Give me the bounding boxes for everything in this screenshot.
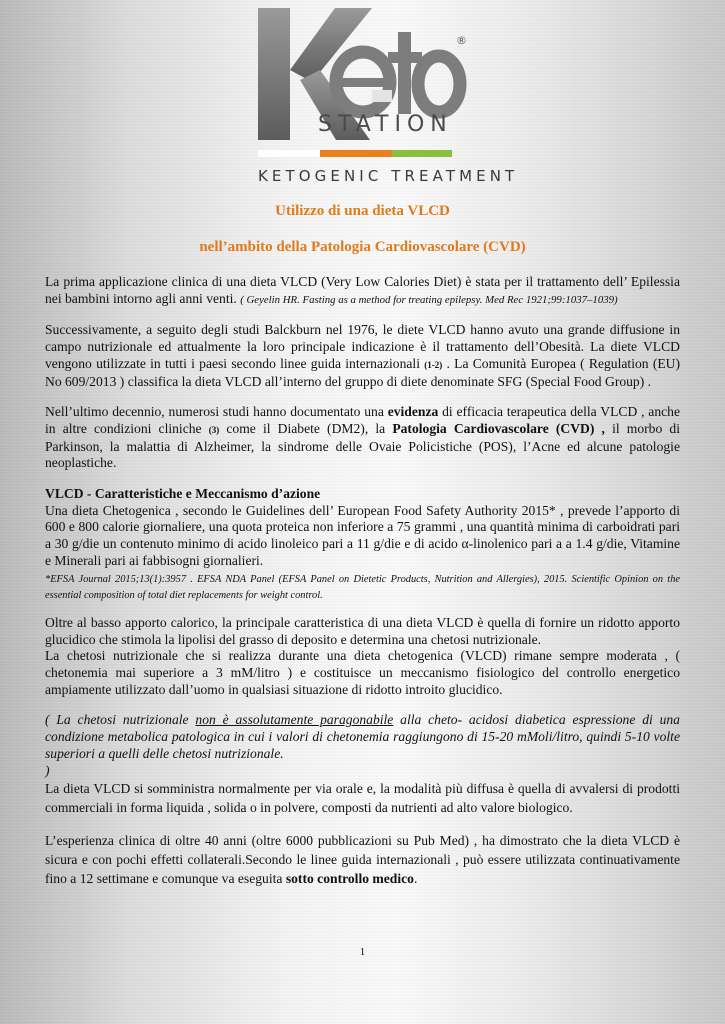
paragraph-3: Nell’ultimo decennio, numerosi studi hanno documentato una evidenza di efficacia terapeutica della VLCD , anche in altre condizioni cliniche (3) come il Diabete (DM2), la Patologia Cardiovascolare (CVD) , il morbo di Parkinson, la malattia di Alzheimer, la sindrome delle Ovaie Policistiche (POS), l’Acne ed alcune patologie neoplastiche. [45,404,680,471]
reference-geyelin: ( Geyelin HR. Fasting as a method for treating epilepsy. Med Rec 1921;99:1037–1039) [240,293,618,306]
document-body [45,274,680,902]
logo-bar-green [392,150,452,157]
paragraph-2: Successivamente, a seguito degli studi Balckburn nel 1976, le diete VLCD hanno avuto una grande diffusione in campo nutrizionale ed attualmente la loro principale indicazione è il trattamento dell’Obesità. La diete VLCD vengono utilizzate in tutti i paesi secondo linee guida internazionali (1-2) . La Comunità Europea ( Regulation (EU) No 609/2013 ) classifica la dieta VLCD all’interno del gruppo di diete denominate SFG (Special Food Group) . [45,322,680,389]
logo-station-text: STATION [318,112,453,137]
keto-station-logo [0,0,725,200]
citation-3: (3) [208,424,220,435]
paragraph-5: Oltre al basso apporto calorico, la principale caratteristica di una dieta VLCD è quella di fornire un ridotto apporto glucidico che stimola la lipolisi del grasso di deposito e determina una chetosi nutrizionale. La chetosi nutrizionale che si realizza durante una dieta chetogenica (VLCD) rimane sempre moderata , ( chetonemia mai superiore a 3 mM/litro ) e costituisce un meccanismo fisiologico del controllo energetico ampiamente utilizzato dall’uomo in qualsiasi situazione di ridotto introito glucidico. [45,614,680,697]
logo-bar-white [258,150,320,157]
paragraph-6: ( La chetosi nutrizionale non è assolutamente paragonabile alla cheto- acidosi diabetica espressione di una condizione metabolica patologica in cui i valori di chetonemia raggiungono di 15-20 mMoli/litro, quindi 5-10 volte superiori a quelli delle chetosi nutrizionale. ) [45,712,680,778]
logo-bar-orange [320,150,392,157]
efsa-footnote: *EFSA Journal 2015;13(1):3957 . EFSA NDA Panel (EFSA Panel on Dietetic Products, Nutrition and Allergies), 2015. Scientific Opinion on the essential composition of total diet replacements for weight control. [45,573,680,602]
citation-1-2: (1-2) [424,359,443,370]
paragraph-8: L’esperienza clinica di oltre 40 anni (oltre 6000 pubblicazioni su Pub Med) , ha dimostrato che la dieta VLCD è sicura e con pochi effetti collaterali.Secondo le linee guida internazionali , può essere utilizzata continuativamente fino a 12 settimane e comunque va eseguita sotto controllo medico. [45,833,680,887]
section-vlcd: VLCD - Caratteristiche e Meccanismo d’azione Una dieta Chetogenica , secondo le Guidelines dell’ European Food Safety Authority 2015* , prevede l’apporto di 600 e 800 calorie giornaliere, una quota proteica non inferiore a 75 grammi , una quantità minima di carboidrati pari a 30 g/die un contenuto minimo di acido linoleico pari a 11 g/die e di acido α-linolenico pari a a 1.4 g/die, Vitamine e Minerali pari ai fabbisogni giornalieri. *EFSA Journal 2015;13(1):3957 . EFSA NDA Panel (EFSA Panel on Dietetic Products, Nutrition and Allergies), 2015. Scientific Opinion on the essential composition of total diet replacements for weight control. [45,486,680,602]
logo-graphic [0,0,725,200]
logo-letter-e [336,52,392,112]
registered-mark: ® [456,34,467,47]
underlined-phrase: non è assolutamente paragonabile [195,712,394,728]
document-title: Utilizzo di una dieta VLCD [275,203,450,219]
section-heading: VLCD - Caratteristiche e Meccanismo d’azione [45,486,321,502]
logo-tagline: KETOGENIC TREATMENT [258,167,519,185]
paragraph-1: La prima applicazione clinica di una dieta VLCD (Very Low Calories Diet) è stata per il trattamento dell’ Epilessia nei bambini intorno agli anni venti. ( Geyelin HR. Fasting as a method for treating epilepsy. Med Rec 1921;99:1037–1039) [45,274,680,306]
paragraph-7: La dieta VLCD si somministra normalmente per via orale e, la modalità più diffusa è quella di avvalersi di prodotti commerciali in forma liquida , solida o in polvere, composti da nutrienti ad alto valore biologico. [45,781,680,816]
document-subtitle: nell’ambito della Patologia Cardiovascolare (CVD) [199,239,526,255]
logo-letter-o [418,56,460,112]
page-number: 1 [359,946,366,958]
